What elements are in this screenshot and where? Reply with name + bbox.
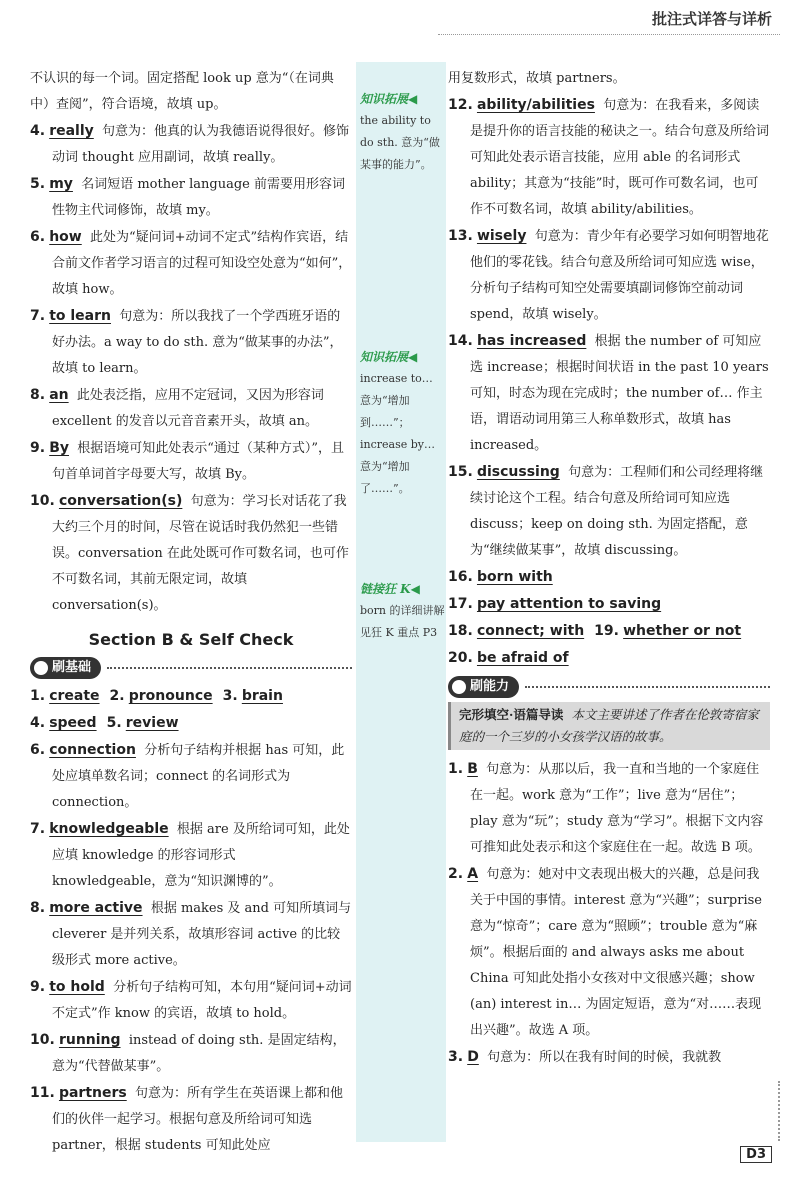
answer-item [448,459,770,564]
answer-text: more active [49,900,143,916]
side-note-born: 链接狂 K◀ born 的详细讲解见狂 K 重点 P3 [360,582,445,639]
explanation: 分析句子结构并根据 has 可知，此处应填单数名词；connect 的名词形式为 connection。 [52,743,345,810]
page-header: 批注式详答与详析 [651,10,772,28]
item-number: 12. [448,97,473,113]
answer-row [448,591,770,618]
item-number: 7. [30,821,46,837]
section-title: Section B & Self Check [88,630,294,649]
answer-row [30,683,352,710]
answer-text: pay attention to saving [476,596,662,612]
answer-text: connection [49,742,136,758]
answer-text: B [467,761,478,777]
item-number: 15. [448,464,473,480]
item-number: 16. [448,569,473,585]
answer-list [448,756,770,1071]
explanation: 句意为：从那以后，我一直和当地的一个家庭住在一起。work 意为“工作”；live 意为“居住”；play 意为“玩”；study 意为“学习”。根据下文内容可推知此处表示和这个家庭住在一起。故选 B 项。 [470,762,764,855]
explanation: 名词短语 mother language 前需要用形容词性物主代词修饰，故填 my。 [52,177,345,218]
explanation: 分析句子结构可知，本句用“疑问词+动词不定式”作 know 的宾语，故填 to hold。 [52,980,352,1021]
explanation: 句意为：他真的认为我德语说得很好。修饰动词 thought 应用副词，故填 really。 [52,124,350,165]
item-number: 4. [30,715,46,731]
explanation: 根据 are 及所给词可知，此处应填 knowledge 的形容词形式 knowledgeable，意为“知识渊博的”。 [52,822,350,889]
answer-text: discussing [476,464,560,480]
answer-item [30,224,352,303]
item-number: 1. [30,688,46,704]
answer-item [30,1027,352,1080]
answer-item [30,488,352,619]
answer-text: running [58,1032,121,1048]
explanation: 句意为：她对中文表现出极大的兴趣，总是问我关于中国的事情。interest 意为“兴趣”；surprise 意为“惊奇”；care 意为“照顾”；trouble 意为“麻烦”。根据后面的 and always asks me about China 可知此处指小女孩对中文很感兴趣；show (an) interest in… 为固定短语，意为“对……表现出兴趣”。故选 A 项。 [470,867,762,1038]
continuation-text: 不认识的每一个词。固定搭配 look up 意为“（在词典中）查阅”，符合语境，故填 up。 [30,71,334,112]
explanation: 句意为：所有学生在英语课上都和他们的伙伴一起学习。根据句意及所给词可知选 partner，根据 students 可知此处应 [52,1086,343,1153]
answer-item [30,118,352,171]
side-note-ability: 知识拓展◀ the ability to do sth. 意为“做某事的能力”。 [360,92,440,171]
answer-item [107,710,179,737]
item-number: 6. [30,742,46,758]
answer-text: be afraid of [476,650,569,666]
item-number: 4. [30,123,46,139]
answer-text: born with [476,569,553,585]
answer-item [448,618,584,645]
section-tag-basic: 刷基础 [30,657,352,679]
explanation: 此处为“疑问词+动词不定式”结构作宾语，结合前文作者学习语言的过程可知设空处意为“如何”，故填 how。 [52,230,352,297]
answer-item [448,223,770,328]
answer-item [30,683,100,710]
explanation: 句意为：在我看来，多阅读是提升你的语言技能的秘诀之一。结合句意及所给词可知此处表示语言技能，应用 able 的名词形式 ability；其意为“技能”时，既可作可数名词，也可作不可数名词，故填 ability/abilities。 [470,98,770,217]
item-number: 2. [448,866,464,882]
explanation: 句意为：所以我找了一个学西班牙语的好办法。a way to do sth. 意为“做某事的办法”，故填 to learn。 [52,309,343,376]
item-number: 9. [30,440,46,456]
answer-row [448,618,770,645]
explanation: 句意为：所以在我有时间的时候，我就教 [487,1050,722,1065]
answer-text: to learn [49,308,111,324]
item-number: 5. [30,176,46,192]
side-note-increase: 知识拓展◀ increase to… 意为“增加到……”；increase by… 意为“增加了……”。 [360,350,435,495]
answer-text: my [49,176,73,192]
item-number: 8. [30,900,46,916]
answer-item [448,861,770,1044]
section-tag-ability: 刷能力 [448,676,770,698]
answer-text: brain [241,688,283,704]
explanation: instead of doing sth. 是固定结构，意为“代替做某事”。 [52,1033,346,1074]
item-number: 13. [448,228,473,244]
answer-item [30,816,352,895]
answer-item [110,683,213,710]
answer-text: whether or not [623,623,742,639]
answer-text: conversation(s) [58,493,183,509]
answer-text: how [49,229,82,245]
answer-list [448,92,770,564]
pen-icon [34,661,48,675]
continuation-text: 用复数形式，故填 partners。 [448,71,626,86]
answer-row [448,564,770,591]
explanation: 此处表泛指，应用不定冠词，又因为形容词 excellent 的发音以元音音素开头，故填 an。 [52,388,324,429]
answer-text: A [467,866,479,882]
item-number: 5. [106,715,122,731]
answer-text: pronounce [128,688,213,704]
item-number: 10. [30,1032,55,1048]
answer-text: really [49,123,94,139]
item-number: 8. [30,387,46,403]
answer-row [30,710,352,737]
item-number: 11. [30,1085,55,1101]
header-divider [438,34,780,35]
answer-item [30,382,352,435]
answer-item [448,591,661,618]
reading-guide: 完形填空·语篇导读 本文主要讲述了作者在伦敦寄宿家庭的一个三岁的小女孩学汉语的故事。 [448,702,770,750]
answer-item [30,303,352,382]
answer-text: review [125,715,179,731]
answer-item [30,974,352,1027]
item-number: 7. [30,308,46,324]
answer-item [448,645,569,672]
item-number: 18. [448,623,473,639]
answer-text: ability/abilities [476,97,595,113]
explanation: 根据 the number of 可知应选 increase；根据时间状语 in the past 10 years 可知，时态为现在完成时；the number of… 作主语，谓语动词用第三人称单数形式，故填 has increased。 [470,334,769,453]
item-number: 19. [594,623,619,639]
explanation: 句意为：青少年有必要学习如何明智地花他们的零花钱。结合句意及所给词可知应选 wise，分析句子结构可知空处需要填副词修饰空前动词 spend，故填 wisely。 [470,229,769,322]
item-number: 17. [448,596,473,612]
right-column [448,66,770,1071]
answer-list [30,118,352,619]
item-number: 6. [30,229,46,245]
answer-item [30,895,352,974]
item-number: 9. [30,979,46,995]
answer-list [30,737,352,1159]
answer-item [30,435,352,488]
item-number: 2. [109,688,125,704]
answer-item [448,564,553,591]
answer-text: create [49,688,100,704]
answer-text: connect; with [476,623,585,639]
answer-item [594,618,741,645]
explanation: 根据语境可知此处表示“通过（某种方式）”，且句首单词首字母要大写，故填 By。 [52,441,345,482]
answer-text: has increased [476,333,587,349]
item-number: 20. [448,650,473,666]
answer-item [448,1044,770,1071]
item-number: 10. [30,493,55,509]
answer-text: D [467,1049,479,1065]
left-column [30,66,352,1159]
pen-icon [452,680,466,694]
item-number: 1. [448,761,464,777]
answer-item [223,683,283,710]
explanation: 根据 makes 及 and 可知所填词与 cleverer 是并列关系，故填形容词 active 的比较级形式 more active。 [52,901,352,968]
answer-item [30,710,97,737]
explanation: 句意为：工程师们和公司经理将继续讨论这个工程。结合句意及所给词可知应选 discuss；keep on doing sth. 为固定搭配，意为“继续做某事”，故填 discussing。 [470,465,764,558]
page-edge-dots [778,1081,794,1141]
item-number: 14. [448,333,473,349]
answer-item [30,171,352,224]
answer-item [30,1080,352,1159]
answer-item [448,328,770,459]
answer-row [448,645,770,672]
answer-text: an [49,387,69,403]
answer-text: knowledgeable [49,821,169,837]
answer-text: By [49,440,69,456]
item-number: 3. [448,1049,464,1065]
answer-item [448,92,770,223]
page-number: D3 [740,1146,772,1163]
explanation: 句意为：学习长对话花了我大约三个月的时间，尽管在说话时我仍然犯一些错误。conversation 在此处既可作可数名词，也可作不可数名词，其前无限定词，故填 conversation(s)。 [52,494,349,613]
answer-item [30,737,352,816]
item-number: 3. [222,688,238,704]
answer-text: speed [49,715,97,731]
answer-text: partners [58,1085,127,1101]
answer-item [448,756,770,861]
answer-text: to hold [49,979,105,995]
answer-text: wisely [476,228,527,244]
